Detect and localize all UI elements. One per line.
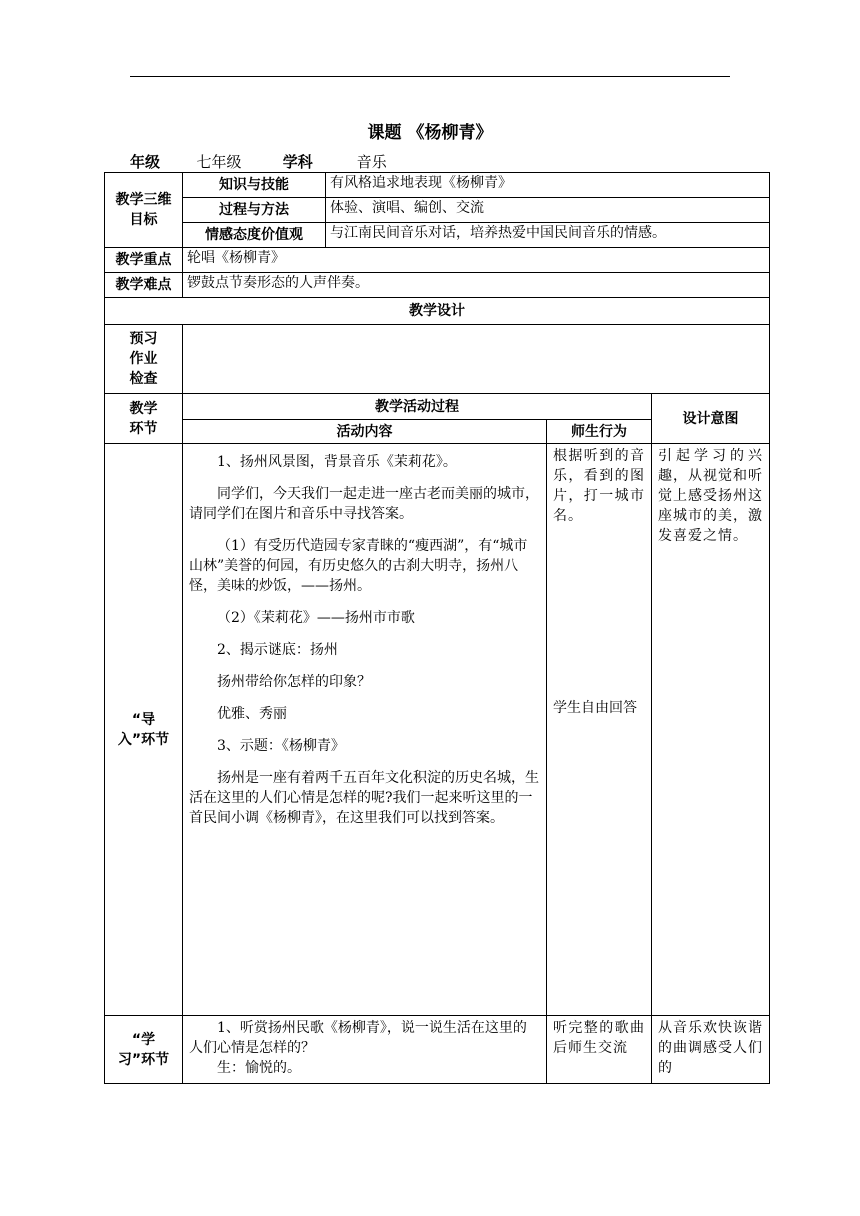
intro-behavior-1: 根据听到的音乐，看到的图片，打一城市名。 bbox=[553, 448, 645, 524]
content-header: 活动内容 bbox=[183, 420, 547, 444]
intro-paragraph: 1、扬州风景图，背景音乐《茉莉花》。 bbox=[217, 454, 457, 470]
goal-emotion-content: 与江南民间音乐对话，培养热爱中国民间音乐的情感。 bbox=[326, 223, 770, 248]
grade-label: 年级 bbox=[130, 153, 161, 171]
intro-stage-label: “导入”环节 bbox=[105, 444, 183, 1016]
lesson-plan-table bbox=[104, 172, 770, 1084]
goal-process-label: 过程与方法 bbox=[183, 198, 326, 223]
goals-label: 教学三维目标 bbox=[105, 173, 183, 248]
key-point-content: 轮唱《杨柳青》 bbox=[183, 248, 770, 273]
intro-behavior-2: 学生自由回答 bbox=[553, 700, 637, 716]
preview-content bbox=[183, 325, 770, 394]
intro-paragraph: 扬州是一座有着两千五百年文化积淀的历史名城，生活在这里的人们心情是怎样的呢?我们一起来听这里的一首民间小调《杨柳青》，在这里我们可以找到答案。 bbox=[189, 770, 539, 826]
study-line-2: 生：愉悦的。 bbox=[217, 1060, 301, 1076]
study-activity-content bbox=[183, 1016, 547, 1084]
intro-intent: 引起学习的兴趣，从视觉和听觉上感受扬州这座城市的美，激发喜爱之情。 bbox=[652, 444, 770, 1016]
difficulty-content: 锣鼓点节奏形态的人声伴奏。 bbox=[183, 273, 770, 298]
intro-paragraph: （1）有受历代造园专家青睐的“瘦西湖”，有“城市山林”美誉的何园，有历史悠久的古刹大明寺，扬州八怪，美味的炒饭，——扬州。 bbox=[189, 538, 528, 594]
goal-process-content: 体验、演唱、编创、交流 bbox=[326, 198, 770, 223]
behavior-header: 师生行为 bbox=[547, 420, 652, 444]
intro-paragraph: （2）《茉莉花》——扬州市市歌 bbox=[217, 610, 415, 626]
grade-value: 七年级 bbox=[160, 151, 278, 173]
intro-paragraph: 扬州带给你怎样的印象？ bbox=[217, 674, 371, 690]
intro-activity-content bbox=[183, 444, 547, 1016]
key-point-label: 教学重点 bbox=[105, 248, 183, 273]
header-rule bbox=[130, 76, 730, 77]
process-header: 教学活动过程 bbox=[183, 394, 652, 420]
study-line-1: 1、听赏扬州民歌《杨柳青》，说一说生活在这里的人们心情是怎样的？ bbox=[189, 1020, 527, 1056]
study-intent: 从音乐欢快诙谐的曲调感受人们的 bbox=[652, 1016, 770, 1084]
subject-label: 学科 bbox=[282, 153, 313, 171]
intro-paragraph: 2、揭示谜底：扬州 bbox=[217, 642, 338, 658]
intro-paragraph: 3、示题：《杨柳青》 bbox=[217, 738, 345, 754]
goal-emotion-label: 情感态度价值观 bbox=[183, 223, 326, 248]
goal-knowledge-content: 有风格追求地表现《杨柳青》 bbox=[326, 173, 770, 198]
page-title: 课题 《杨柳青》 bbox=[367, 123, 493, 143]
goal-knowledge-label: 知识与技能 bbox=[183, 173, 326, 198]
intro-behavior bbox=[547, 444, 652, 1016]
intent-header: 设计意图 bbox=[652, 394, 770, 444]
design-header: 教学设计 bbox=[105, 298, 770, 325]
subject-value: 音乐 bbox=[313, 151, 431, 173]
difficulty-label: 教学难点 bbox=[105, 273, 183, 298]
lesson-meta bbox=[130, 151, 431, 173]
intro-paragraph: 优雅、秀丽 bbox=[217, 706, 287, 722]
intro-paragraph: 同学们，今天我们一起走进一座古老而美丽的城市，请同学们在图片和音乐中寻找答案。 bbox=[189, 486, 539, 522]
study-stage-label: “学习”环节 bbox=[105, 1016, 183, 1084]
stage-header: 教学环节 bbox=[105, 394, 183, 444]
preview-label: 预习作业检查 bbox=[105, 325, 183, 394]
study-behavior: 听完整的歌曲后师生交流 bbox=[547, 1016, 652, 1084]
